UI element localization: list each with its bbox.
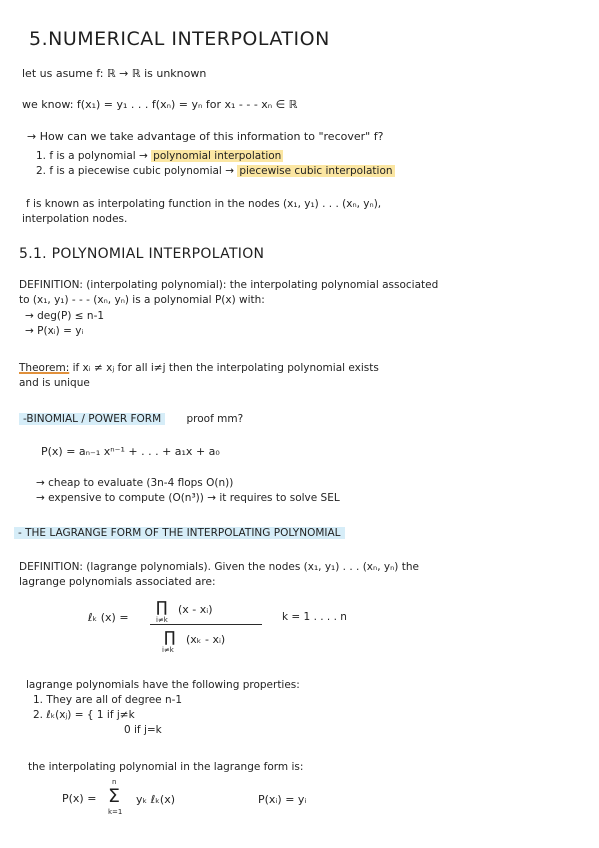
known-values-line: we know: f(x₁) = y₁ . . . f(xₙ) = yₙ for x₁ - - - xₙ ∈ ℝ: [22, 98, 298, 111]
property-kronecker: 2. ℓₖ(xⱼ) = { 1 if j≠k: [33, 709, 135, 721]
case-piecewise: [36, 166, 395, 177]
property-degree: 1. They are all of degree n-1: [33, 694, 183, 706]
theorem-line: [19, 363, 379, 374]
case-piecewise-label: 2. f is a piecewise cubic polynomial →: [36, 165, 234, 177]
value-condition: → P(xᵢ) = yᵢ: [25, 325, 84, 337]
denominator-index: i≠k: [162, 646, 174, 654]
binomial-heading: [19, 414, 243, 425]
lagrange-form-intro: the interpolating polynomial in the lagrange form is:: [28, 761, 304, 773]
definition-line-2: to (x₁, y₁) - - - (xₙ, yₙ) is a polynomial P(x) with:: [19, 294, 265, 306]
theorem-text: if xᵢ ≠ xⱼ for all i≠j then the interpolating polynomial exists: [69, 362, 379, 374]
power-form-pro: → cheap to evaluate (3n-4 flops O(n)): [36, 477, 234, 489]
denominator-product: ∏: [164, 628, 176, 646]
degree-condition: → deg(P) ≤ n-1: [25, 310, 105, 322]
theorem-line-2: and is unique: [19, 377, 90, 389]
power-form-formula: P(x) = aₙ₋₁ xⁿ⁻¹ + . . . + a₁x + a₀: [41, 445, 220, 458]
lagrange-heading: [14, 528, 345, 539]
case-polynomial: [36, 151, 283, 162]
lagrange-definition-line: DEFINITION: (lagrange polynomials). Given the nodes (x₁, y₁) . . . (xₙ, yₙ) the: [19, 561, 419, 573]
interpolation-nodes-note: interpolation nodes.: [22, 213, 128, 225]
lagrange-lhs: ℓₖ (x) =: [88, 611, 129, 624]
lagrange-heading-text: - THE LAGRANGE FORM OF THE INTERPOLATING POLYNOMIAL: [14, 527, 345, 539]
sum-term: yₖ ℓₖ(x): [136, 793, 176, 806]
numerator-product: ∏: [156, 598, 168, 616]
numerator-expression: (x - xᵢ): [178, 603, 213, 616]
sum-upper-limit: n: [112, 778, 117, 786]
sum-sigma: Σ: [108, 785, 121, 807]
fraction-line: [150, 624, 262, 625]
question-line: → How can we take advantage of this information to "recover" f?: [27, 130, 384, 143]
assumption-line: let us asume f: ℝ → ℝ is unknown: [22, 67, 207, 80]
lagrange-definition-line-2: lagrange polynomials associated are:: [19, 576, 216, 588]
theorem-label: Theorem:: [19, 362, 70, 374]
index-range: k = 1 . . . . n: [282, 611, 347, 623]
binomial-heading-text: -BINOMIAL / POWER FORM: [19, 413, 165, 425]
case-piecewise-highlight: piecewise cubic interpolation: [239, 165, 393, 177]
case-polynomial-label: 1. f is a polynomial →: [36, 150, 148, 162]
subsection-title: 5.1. POLYNOMIAL INTERPOLATION: [19, 246, 265, 262]
property-kronecker-case-2: 0 if j=k: [124, 724, 162, 736]
section-title: 5.NUMERICAL INTERPOLATION: [29, 28, 330, 50]
case-polynomial-highlight: polynomial interpolation: [153, 150, 282, 162]
interpolation-condition: P(xᵢ) = yᵢ: [258, 793, 307, 806]
interpolating-function-note: f is known as interpolating function in the nodes (x₁, y₁) . . . (xₙ, yₙ),: [26, 198, 382, 210]
properties-intro: lagrange polynomials have the following properties:: [26, 679, 300, 691]
definition-line: DEFINITION: (interpolating polynomial): the interpolating polynomial associated: [19, 279, 439, 291]
numerator-index: i≠k: [156, 616, 168, 624]
denominator-expression: (xₖ - xᵢ): [186, 633, 226, 646]
power-form-con: → expensive to compute (O(n³)) → it requires to solve SEL: [36, 492, 340, 504]
proof-note: proof mm?: [186, 413, 244, 425]
sum-lhs: P(x) =: [62, 792, 97, 805]
sum-lower-limit: k=1: [108, 808, 123, 816]
